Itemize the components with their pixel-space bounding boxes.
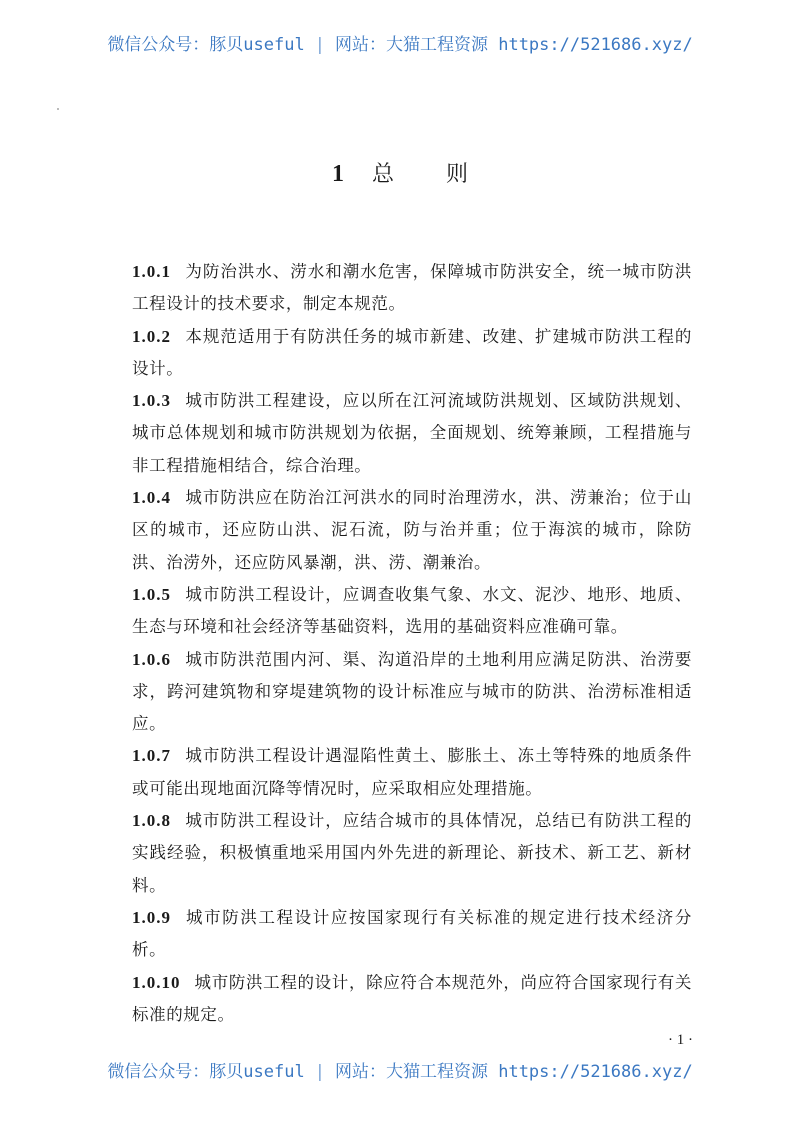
clause-1-0-9 [132,902,692,967]
clause-number: 1.0.7 [132,746,171,766]
clause-number: 1.0.1 [132,262,171,281]
clause-number: 1.0.8 [132,811,171,831]
clause-text: 城市防洪范围内河、渠、沟道沿岸的土地利用应满足防洪、治涝要求，跨河建筑物和穿堤建筑物的设计标准应与城市的防洪、治涝标准相适应。 [132,649,692,734]
clause-1-0-10 [132,967,692,1032]
clause-text: 为防治洪水、涝水和潮水危害，保障城市防洪安全，统一城市防洪工程设计的技术要求，制定本规范。 [132,262,692,314]
watermark-wechat: 微信公众号：豚贝useful [107,35,305,55]
chapter-title-char-1: 总 [371,162,394,187]
clause-number: 1.0.6 [132,649,171,669]
scan-speck [57,108,59,110]
page-number: · 1 · [668,1032,693,1048]
clause-text: 本规范适用于有防洪任务的城市新建、改建、扩建城市防洪工程的设计。 [132,326,692,378]
clause-number: 1.0.4 [132,488,171,508]
clause-text: 城市防洪工程建设，应以所在江河流域防洪规划、区域防洪规划、城市总体规划和城市防洪规划为依据，全面规划、统筹兼顾，工程措施与非工程措施相结合，综合治理。 [132,391,692,475]
watermark-website: 网站：大猫工程资源 https://521686.xyz/ [334,1062,693,1082]
clause-1-0-4 [132,482,692,579]
clause-list [132,256,692,1031]
watermark-separator: | [314,1062,325,1082]
clause-number: 1.0.9 [132,907,171,927]
clause-number: 1.0.10 [132,972,181,992]
clause-1-0-3 [132,385,692,482]
chapter-number: 1 [331,161,344,187]
clause-text: 城市防洪工程设计遇湿陷性黄土、膨胀土、冻土等特殊的地质条件或可能出现地面沉降等情况时，应采取相应处理措施。 [132,746,692,798]
clause-text: 城市防洪应在防治江河洪水的同时治理涝水，洪、涝兼治；位于山区的城市，还应防山洪、泥石流，防与治并重；位于海滨的城市，除防洪、治涝外，还应防风暴潮，洪、涝、潮兼治。 [132,488,692,572]
watermark-separator: | [314,35,325,55]
clause-1-0-2 [132,321,692,386]
clause-1-0-5 [132,579,692,644]
clause-text: 城市防洪工程设计，应调查收集气象、水文、泥沙、地形、地质、生态与环境和社会经济等基础资料，选用的基础资料应准确可靠。 [132,584,692,637]
watermark-footer [0,1057,800,1082]
clause-text: 城市防洪工程设计，应结合城市的具体情况，总结已有防洪工程的实践经验，积极慎重地采用国内外先进的新理论、新技术、新工艺、新材料。 [132,811,692,895]
watermark-website: 网站：大猫工程资源 https://521686.xyz/ [334,35,693,55]
clause-text: 城市防洪工程的设计，除应符合本规范外，尚应符合国家现行有关标准的规定。 [132,972,692,1024]
clause-1-0-6 [132,644,692,741]
clause-1-0-7 [132,740,692,805]
clause-number: 1.0.3 [132,391,171,411]
watermark-header [0,30,800,55]
clause-number: 1.0.5 [132,584,171,604]
watermark-wechat: 微信公众号：豚贝useful [107,1062,305,1082]
clause-1-0-1 [132,256,692,321]
clause-number: 1.0.2 [132,326,171,346]
chapter-title-char-2: 则 [446,162,469,187]
chapter-title [0,157,800,188]
clause-1-0-8 [132,805,692,902]
clause-text: 城市防洪工程设计应按国家现行有关标准的规定进行技术经济分析。 [132,907,692,960]
